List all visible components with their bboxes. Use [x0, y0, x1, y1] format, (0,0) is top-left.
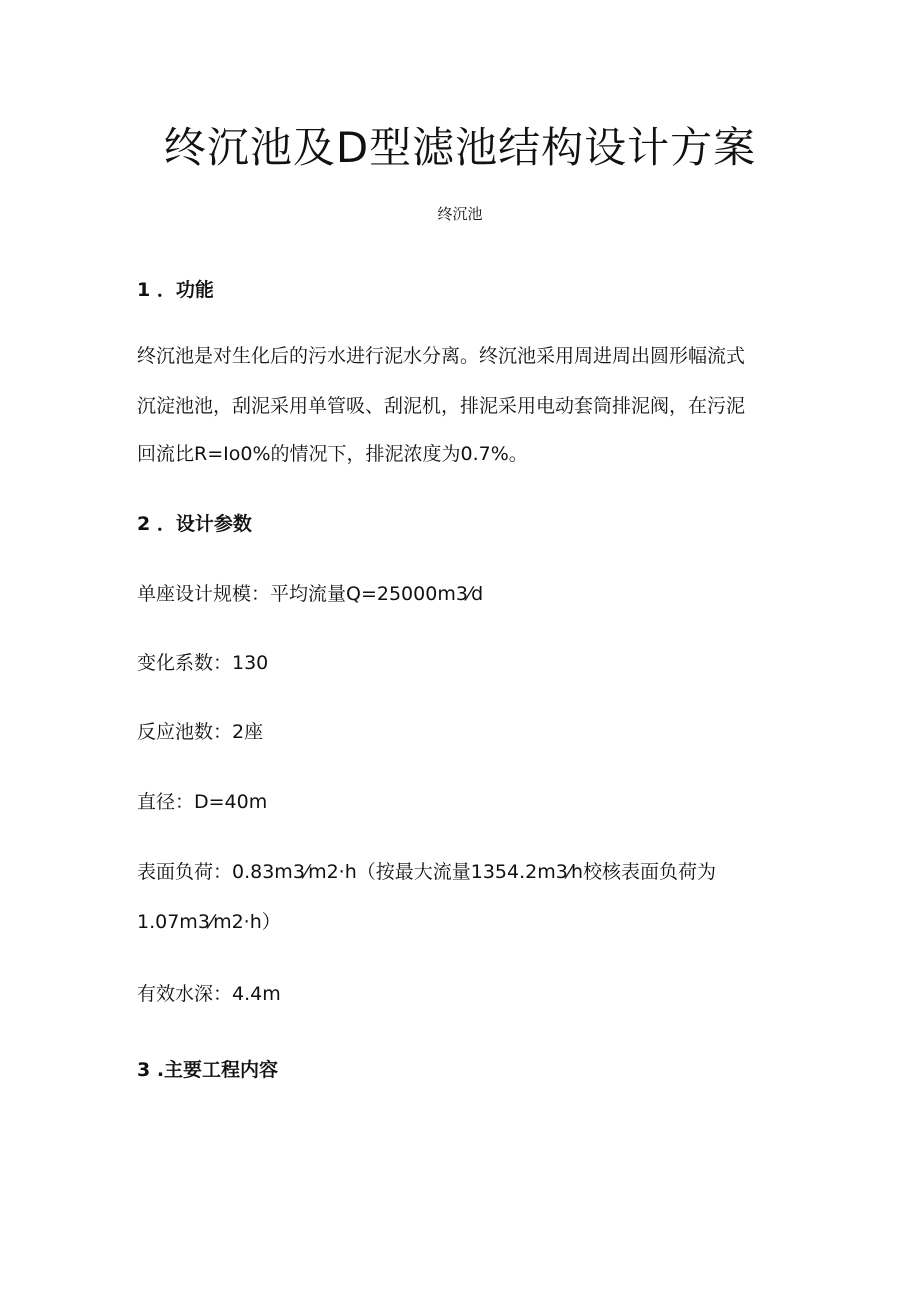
param-surface-load-continued: 1.07m3⁄m2·h） — [137, 911, 281, 933]
function-paragraph-line-1: 终沉池是对生化后的污水进行泥水分离。终沉池采用周进周出圆形幅流式 — [137, 345, 746, 367]
function-paragraph-line-3: 回流比R=Io0%的情况下，排泥浓度为0.7%。 — [137, 443, 528, 465]
param-variation-coefficient: 变化系数：130 — [137, 652, 269, 674]
param-design-scale: 单座设计规模：平均流量Q=25000m3⁄d — [137, 583, 484, 605]
document-title: 终沉池及D型滤池结构设计方案 — [163, 123, 757, 172]
function-paragraph-line-2: 沉淀池池，刮泥采用单管吸、刮泥机，排泥采用电动套筒排泥阀，在污泥 — [137, 395, 746, 417]
param-surface-load: 表面负荷：0.83m3⁄m2·h（按最大流量1354.2m3⁄h校核表面负荷为 — [137, 861, 717, 883]
param-effective-depth: 有效水深：4.4m — [137, 983, 281, 1005]
param-diameter: 直径：D=40m — [137, 791, 268, 813]
param-tank-count: 反应池数：2座 — [137, 721, 264, 743]
section-heading-design-params: 2 ．设计参数 — [137, 513, 252, 535]
section-heading-function: 1 ．功能 — [137, 279, 214, 301]
section-heading-main-works: 3 .主要工程内容 — [137, 1059, 279, 1081]
section-subtitle: 终沉池 — [437, 205, 483, 223]
